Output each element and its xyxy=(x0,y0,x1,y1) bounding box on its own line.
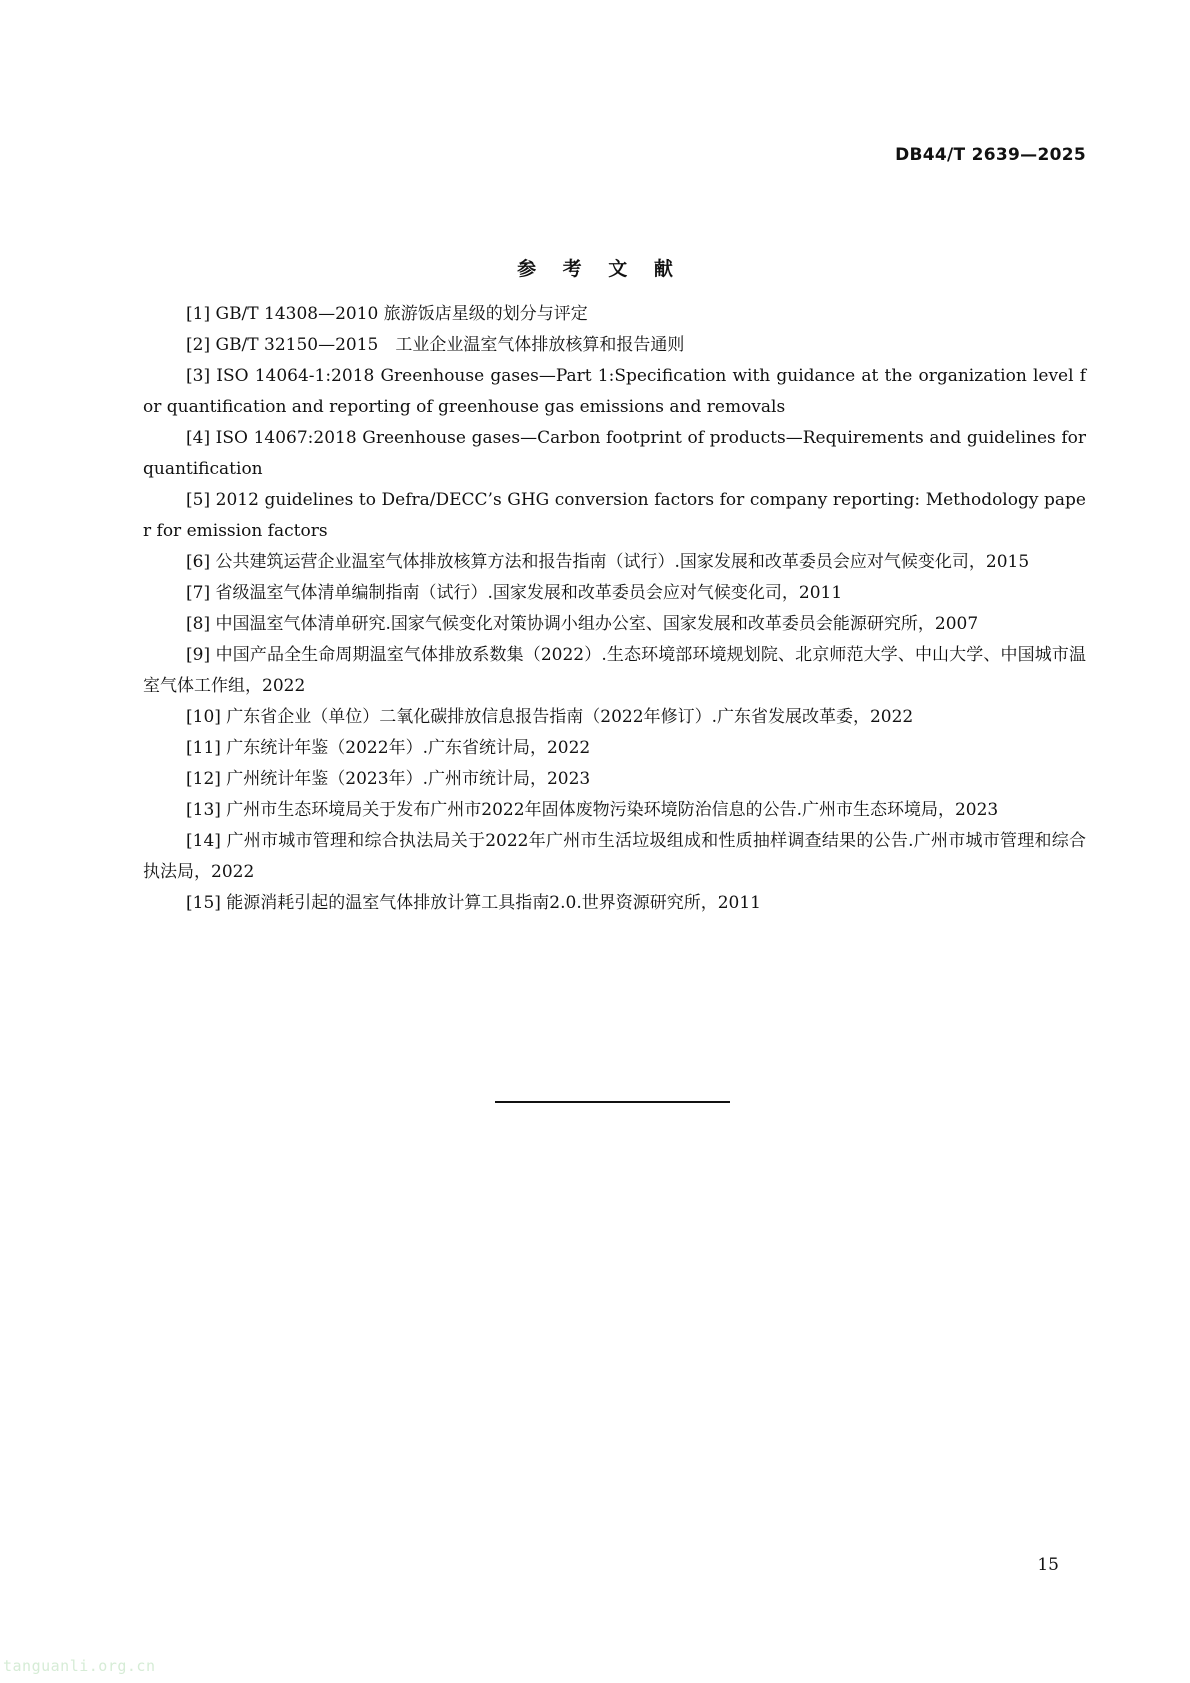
reference-item-7: [7] 省级温室气体清单编制指南（试行）.国家发展和改革委员会应对气候变化司，2011 xyxy=(186,583,843,603)
reference-item-1: [1] GB/T 14308—2010 旅游饭店星级的划分与评定 xyxy=(186,304,588,324)
reference-item-2: [2] GB/T 32150—2015 工业企业温室气体排放核算和报告通则 xyxy=(186,335,685,355)
page-number: 15 xyxy=(1037,1555,1059,1575)
reference-item-4: [4] ISO 14067:2018 Greenhouse gases—Carbon footprint of products—Requirements and guidelines for quantification xyxy=(143,428,1086,479)
reference-item-8: [8] 中国温室气体清单研究.国家气候变化对策协调小组办公室、国家发展和改革委员会能源研究所，2007 xyxy=(186,614,979,634)
reference-item-5: [5] 2012 guidelines to Defra/DECC’s GHG conversion factors for company reporting: Methodology paper for emission factors xyxy=(143,490,1086,541)
reference-list xyxy=(143,299,1086,919)
end-divider xyxy=(495,1101,730,1103)
reference-item-11: [11] 广东统计年鉴（2022年）.广东省统计局，2022 xyxy=(186,738,591,758)
standard-code: DB44/T 2639—2025 xyxy=(895,145,1086,165)
reference-item-6: [6] 公共建筑运营企业温室气体排放核算方法和报告指南（试行）.国家发展和改革委员会应对气候变化司，2015 xyxy=(186,552,1030,572)
section-title: 参 考 文 献 xyxy=(517,258,683,280)
reference-item-10: [10] 广东省企业（单位）二氧化碳排放信息报告指南（2022年修订）.广东省发展改革委，2022 xyxy=(186,707,914,727)
watermark-text: tanguanli.org.cn xyxy=(3,1657,156,1675)
reference-item-13: [13] 广州市生态环境局关于发布广州市2022年固体废物污染环境防治信息的公告.广州市生态环境局，2023 xyxy=(186,800,999,820)
reference-item-15: [15] 能源消耗引起的温室气体排放计算工具指南2.0.世界资源研究所，2011 xyxy=(186,893,762,913)
reference-item-3: [3] ISO 14064-1:2018 Greenhouse gases—Part 1:Specification with guidance at the organization level for quantification and reporting of greenhouse gas emissions and removals xyxy=(143,366,1086,417)
reference-item-9: [9] 中国产品全生命周期温室气体排放系数集（2022）.生态环境部环境规划院、北京师范大学、中山大学、中国城市温室气体工作组，2022 xyxy=(143,645,1086,696)
reference-item-14: [14] 广州市城市管理和综合执法局关于2022年广州市生活垃圾组成和性质抽样调查结果的公告.广州市城市管理和综合执法局，2022 xyxy=(143,831,1086,882)
reference-item-12: [12] 广州统计年鉴（2023年）.广州市统计局，2023 xyxy=(186,769,591,789)
